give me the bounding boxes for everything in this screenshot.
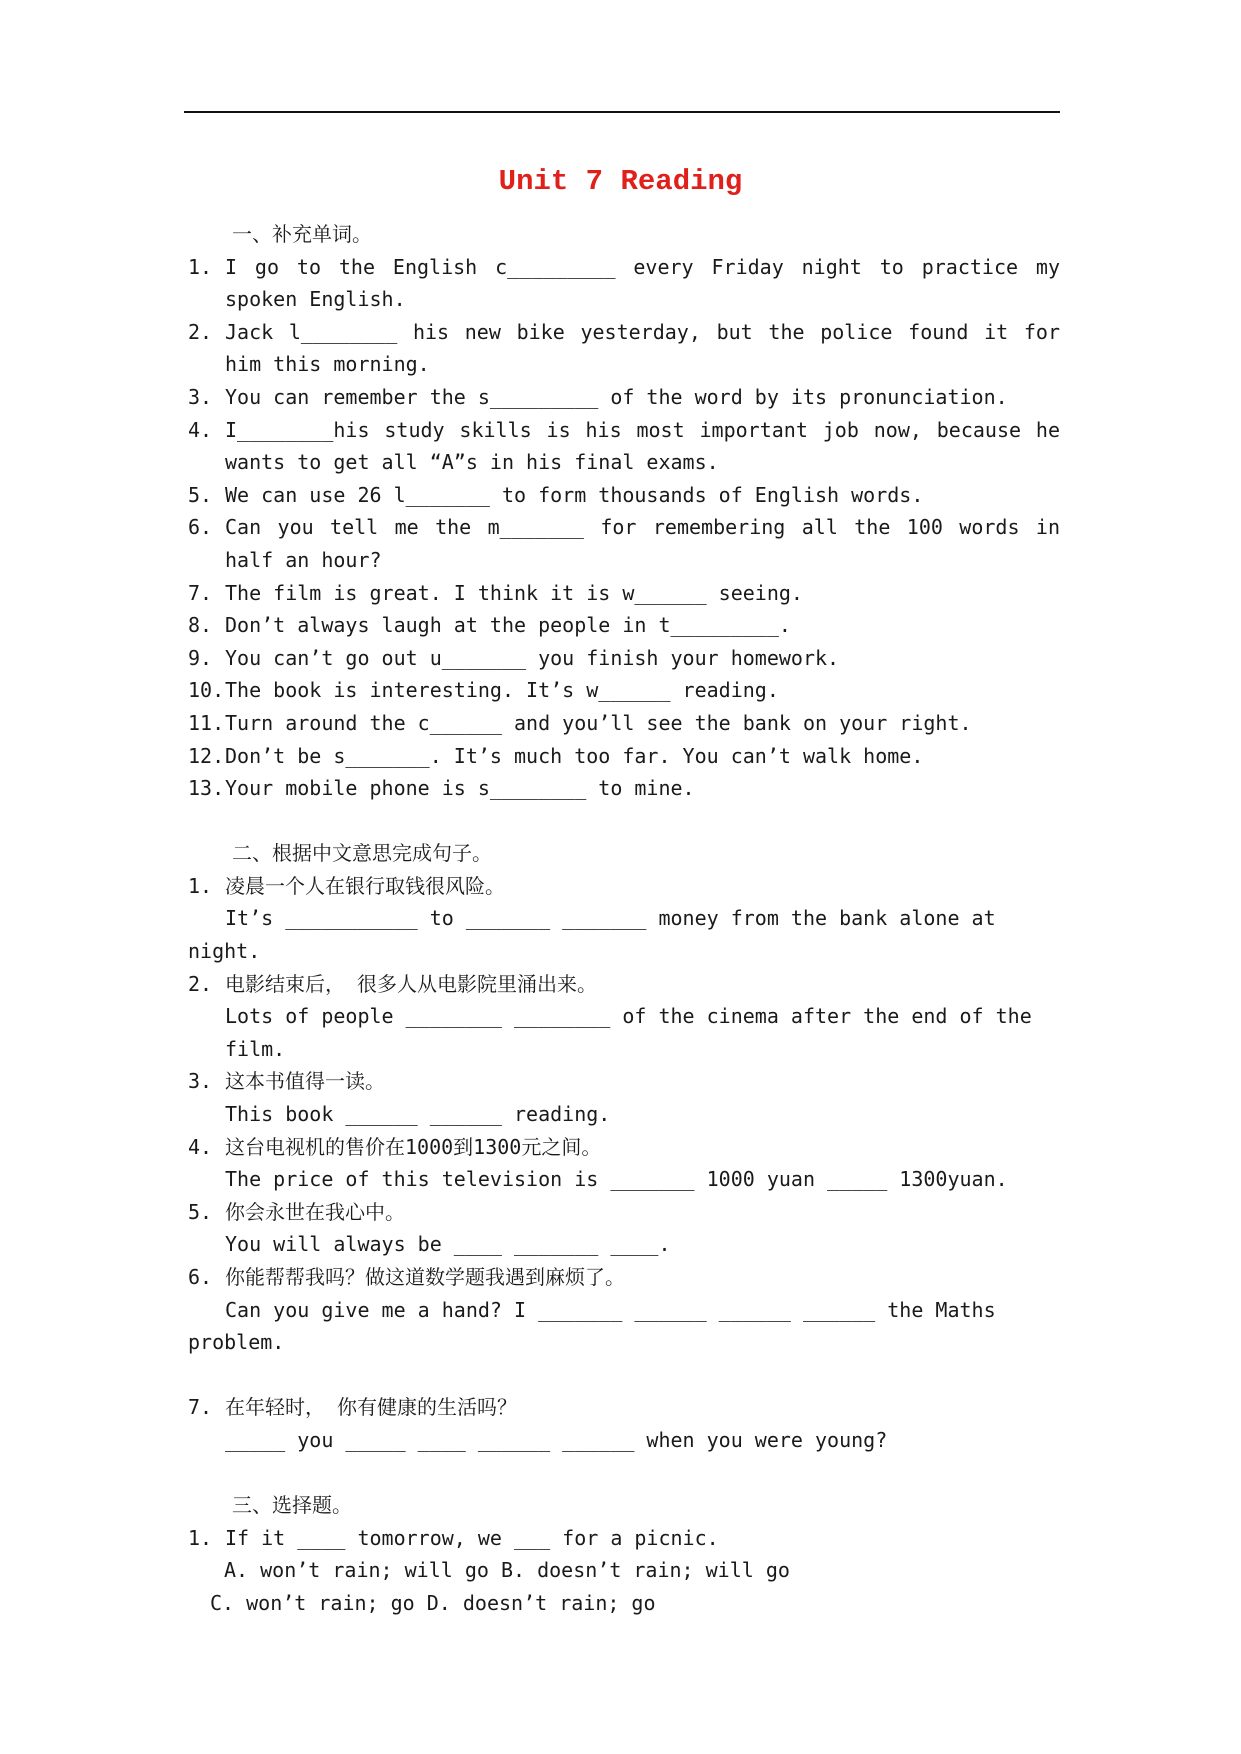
item-text: If it ____ tomorrow, we ___ for a picnic. — [225, 1525, 719, 1550]
list-item — [188, 479, 1060, 512]
answer-options: C. won’t rain; go D. doesn’t rain; go — [210, 1590, 656, 1615]
spacer — [188, 805, 1060, 838]
item-number: 12. — [188, 743, 225, 768]
item-number: 10. — [188, 678, 225, 703]
item-number: 9. — [188, 645, 213, 670]
item-chinese: 这台电视机的售价在1000到1300元之间。 — [225, 1134, 602, 1159]
item-chinese: 你能帮帮我吗？做这道数学题我遇到麻烦了。 — [225, 1265, 625, 1289]
item-number: 1. — [188, 254, 213, 279]
item-english: The price of this television is _______ 1000 yuan _____ 1300yuan. — [225, 1167, 1008, 1192]
item-number: 5. — [188, 482, 213, 507]
item-number: 7. — [188, 580, 213, 605]
item-english-continued: problem. — [188, 1330, 285, 1355]
spacer — [188, 1457, 1060, 1490]
section-heading: 二、根据中文意思完成句子。 — [232, 841, 492, 866]
list-item — [188, 1522, 1060, 1555]
list-item — [188, 968, 1060, 1001]
item-text: The film is great. I think it is w______ seeing. — [225, 580, 803, 605]
item-english: You will always be ____ _______ ____. — [225, 1232, 671, 1257]
item-english-continued: night. — [188, 939, 261, 964]
list-item — [188, 1261, 1060, 1294]
item-number: 6. — [188, 1265, 213, 1289]
list-item — [188, 740, 1060, 773]
worksheet-content — [188, 218, 1060, 1620]
section-heading: 一、补充单词。 — [232, 222, 372, 246]
header-rule — [184, 111, 1060, 113]
list-item — [188, 707, 1060, 740]
item-chinese: 在年轻时， 你有健康的生活吗？ — [225, 1395, 518, 1420]
item-number: 4. — [188, 417, 213, 442]
list-item — [188, 870, 1060, 903]
page-title: Unit 7 Reading — [498, 165, 743, 198]
item-number: 2. — [188, 319, 213, 344]
list-item — [188, 1391, 1060, 1424]
item-number: 4. — [188, 1134, 213, 1159]
item-text: Your mobile phone is s________ to mine. — [225, 776, 695, 801]
answer-options: A. won’t rain; will go B. doesn’t rain; will go — [224, 1558, 790, 1583]
item-number: 6. — [188, 515, 213, 540]
list-item — [188, 772, 1060, 805]
item-number: 1. — [188, 1525, 213, 1550]
item-number: 11. — [188, 710, 225, 735]
item-text: I________his study skills is his most important job now, because he wants to get all “A”s in his final exams. — [225, 417, 1060, 475]
item-number: 13. — [188, 776, 225, 801]
list-item — [188, 642, 1060, 675]
item-english: This book ______ ______ reading. — [225, 1102, 611, 1127]
item-chinese: 电影结束后， 很多人从电影院里涌出来。 — [225, 971, 598, 996]
list-item — [188, 381, 1060, 414]
item-number: 3. — [188, 1069, 213, 1094]
list-item — [188, 251, 1060, 316]
item-number: 3. — [188, 384, 213, 409]
list-item — [188, 1196, 1060, 1229]
item-text: We can use 26 l_______ to form thousands of English words. — [225, 482, 924, 507]
item-chinese: 凌晨一个人在银行取钱很风险。 — [225, 873, 505, 898]
list-item — [188, 1065, 1060, 1098]
item-text: You can remember the s_________ of the word by its pronunciation. — [225, 384, 1008, 409]
item-text: Can you tell me the m_______ for remembering all the 100 words in half an hour? — [225, 515, 1060, 572]
list-item — [188, 609, 1060, 642]
item-text: Jack l________ his new bike yesterday, but the police found it for him this morning. — [225, 319, 1060, 377]
item-text: Don’t always laugh at the people in t_________. — [225, 613, 791, 638]
list-item — [188, 1131, 1060, 1164]
item-english: Lots of people ________ ________ of the cinema after the end of the film. — [225, 1004, 1032, 1061]
item-chinese: 这本书值得一读。 — [225, 1069, 385, 1094]
list-item — [188, 316, 1060, 381]
item-number: 1. — [188, 873, 213, 898]
item-text: Don’t be s_______. It’s much too far. You can’t walk home. — [225, 743, 924, 768]
item-text: The book is interesting. It’s w______ reading. — [225, 678, 779, 703]
item-number: 7. — [188, 1395, 213, 1420]
item-english: It’s ___________ to _______ _______ money from the bank alone at — [225, 906, 996, 931]
list-item — [188, 577, 1060, 610]
item-chinese: 你会永世在我心中。 — [225, 1199, 405, 1224]
item-text: You can’t go out u_______ you finish your homework. — [225, 645, 840, 670]
item-number: 8. — [188, 613, 213, 638]
section-heading: 三、选择题。 — [232, 1493, 352, 1518]
item-text: I go to the English c_________ every Friday night to practice my spoken English. — [225, 254, 1060, 312]
item-text: Turn around the c______ and you’ll see the bank on your right. — [225, 710, 972, 735]
list-item — [188, 511, 1060, 576]
spacer — [188, 1359, 1060, 1392]
item-number: 2. — [188, 971, 213, 996]
list-item — [188, 414, 1060, 479]
item-english: _____ you _____ ____ ______ ______ when you were young? — [225, 1427, 888, 1452]
item-number: 5. — [188, 1199, 213, 1224]
item-english: Can you give me a hand? I _______ ______ ______ ______ the Maths — [225, 1297, 996, 1322]
list-item — [188, 674, 1060, 707]
